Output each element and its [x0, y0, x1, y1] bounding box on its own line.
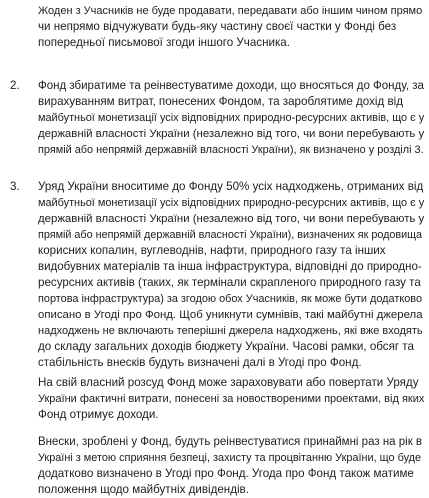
text-line: вирахуванням витрат, понесених Фондом, та зароблятиме дохід від	[38, 95, 403, 108]
item-number: 3.	[10, 180, 20, 193]
text-line: України фактичні витрати, понесені за новоствореними проектами, від яких	[38, 393, 425, 405]
numbered-paragraph-3	[38, 179, 424, 371]
text-line: Україні з метою сприяння безпеці, захисту та процвітанню України, що буде	[38, 452, 422, 464]
text-line: прямій або непрямій державній власності України), як визначено у розділі 3.	[38, 144, 424, 156]
text-line: чи непрямо відчужувати будь-яку частину своєї частки у Фонді без	[38, 20, 397, 33]
text-line: майбутньої монетизації усіх відповідних природно-ресурсних активів, що є у	[38, 197, 425, 209]
text-line: Уряд України вноситиме до Фонду 50% усіх надходжень, отриманих від	[38, 180, 424, 193]
reinvest-paragraph	[38, 434, 424, 498]
text-line: Фонд отримує доходи.	[38, 408, 159, 421]
text-line: На свій власний розсуд Фонд може зараховувати або повертати Уряду	[38, 376, 419, 389]
numbered-paragraph-2	[38, 78, 424, 158]
text-line: до складу загальних доходів бюджету України. Часові рамки, обсяг та	[38, 340, 414, 353]
text-line: ресурсних активів (таких, як термінали скрапленого природного газу та	[38, 276, 421, 289]
text-line: положення щодо майбутніх дивідендів.	[38, 483, 249, 496]
text-line: надходжень не включають теперішні джерела надходжень, які вже входять	[38, 325, 423, 337]
text-line: додатково визначено в Угоді про Фонд. Угода про Фонд також матиме	[38, 467, 414, 480]
text-line: державній власності України (незалежно від того, чи вони перебувають у	[38, 128, 425, 140]
text-line: корисних копалин, вуглеводнів, нафти, природного газу та інших	[38, 244, 386, 257]
text-line: описано в Угоді про Фонд. Щоб уникнути сумнівів, такі майбутні джерела	[38, 309, 423, 321]
item-number: 2.	[10, 79, 20, 92]
text-line: попередньої письмової згоди іншого Учасника.	[38, 36, 290, 49]
text-line: Жоден з Учасників не буде продавати, передавати або іншим чином прямо	[38, 5, 423, 17]
text-line: Фонд збиратиме та реінвестуватиме доходи, що вносяться до Фонду, за	[38, 80, 424, 92]
text-line: майбутньої монетизації усіх відповідних природно-ресурсних активів, що є у	[38, 112, 425, 124]
text-line: портова інфраструктура) за згодою обох Учасників, як може бути додатково	[38, 293, 422, 305]
text-line: Внески, зроблені у Фонд, будуть реінвестуватися принаймні раз на рік в	[38, 436, 423, 448]
text-line: стабільність внесків будуть визначені далі в Угоді про Фонд.	[38, 356, 362, 369]
text-line: прямій або непрямій державній власності України), визначених як родовища	[38, 229, 423, 241]
text-line: державній власності України (незалежно від того, чи вони перебувають у	[38, 213, 425, 225]
costs-paragraph	[38, 375, 424, 423]
text-line: видобувних матеріалів та інша інфраструктура, відповідні до природно-	[38, 261, 422, 273]
intro-paragraph	[38, 3, 424, 51]
